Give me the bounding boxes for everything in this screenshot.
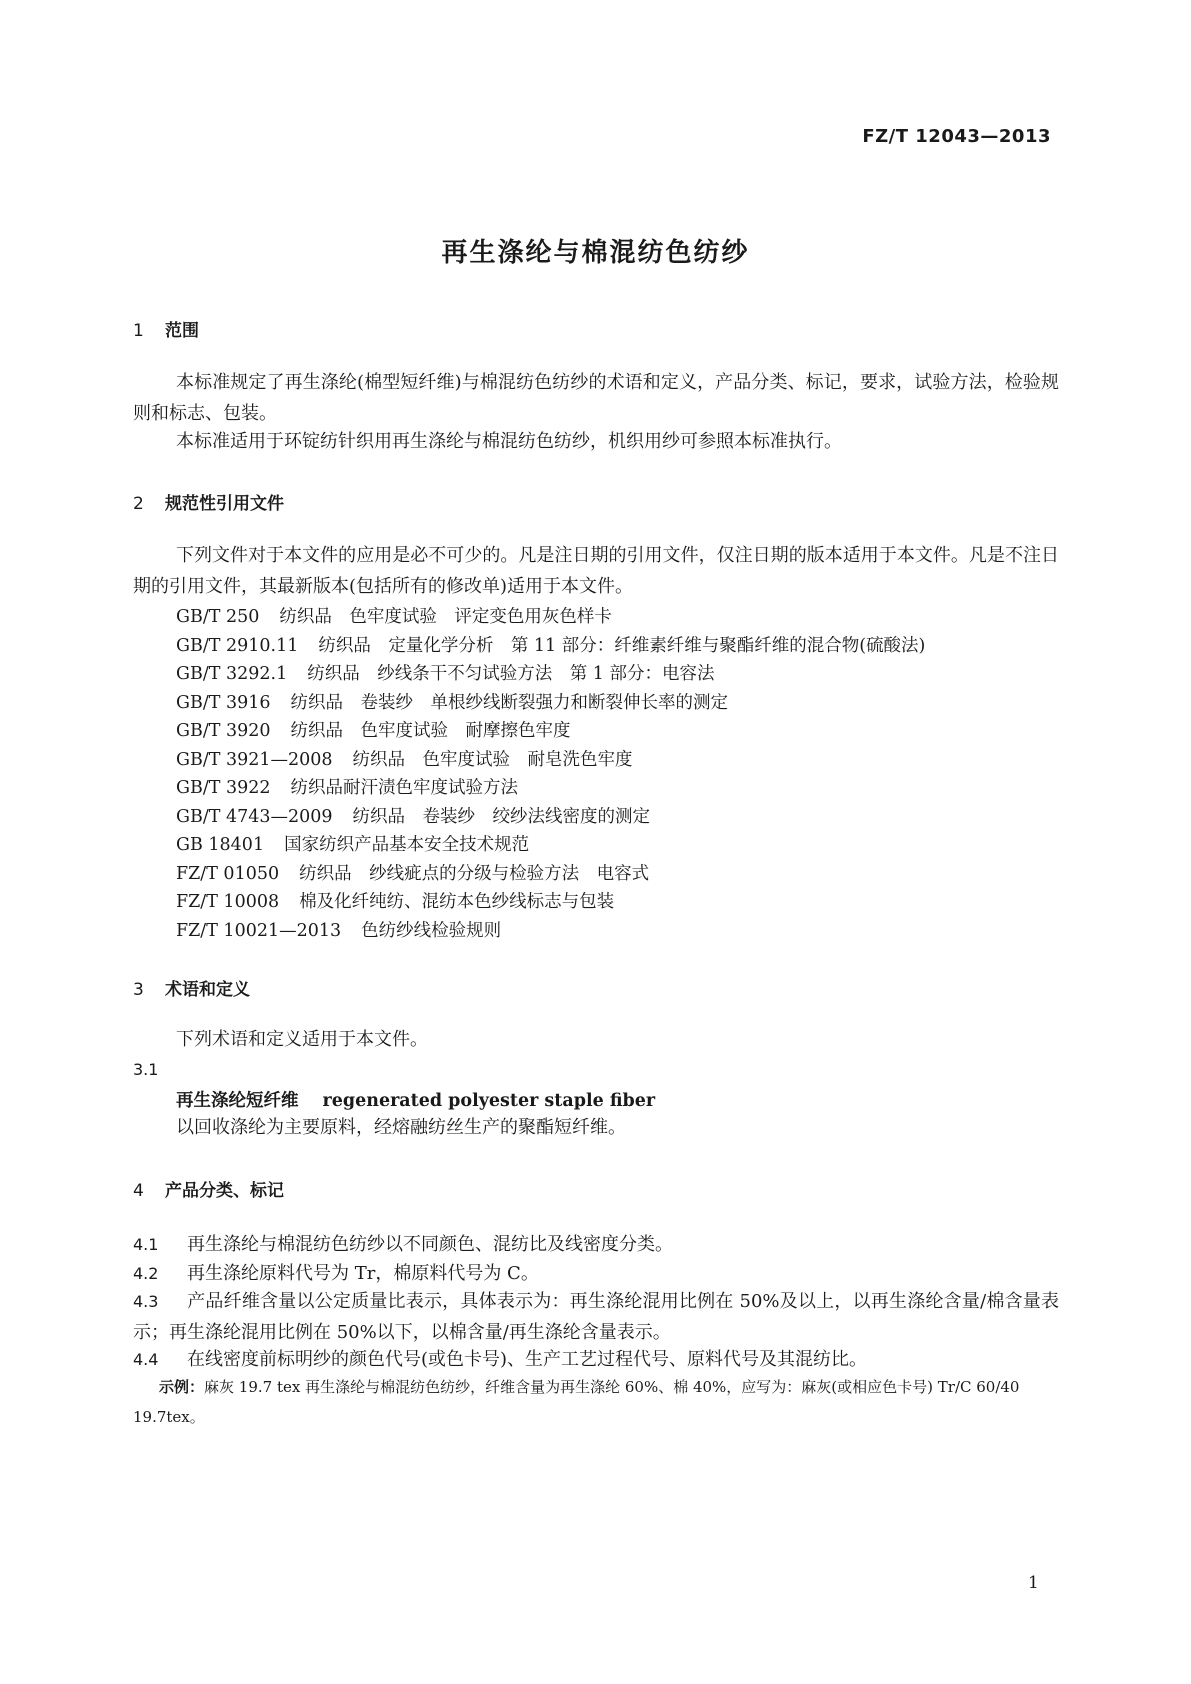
- reference-title: 纺织品 色牢度试验 耐摩擦色牢度: [290, 721, 571, 741]
- reference-item: [176, 689, 728, 714]
- clause-text: 在线密度前标明纱的颜色代号(或色卡号)、生产工艺过程代号、原料代号及其混纺比。: [187, 1349, 868, 1370]
- clause-number: 4.2: [133, 1264, 159, 1283]
- reference-code: GB/T 3292.1: [176, 664, 288, 684]
- reference-title: 棉及化纤纯纺、混纺本色纱线标志与包装: [299, 892, 615, 912]
- reference-item: [176, 831, 529, 856]
- term-chinese: 再生涤纶短纤维: [176, 1091, 299, 1111]
- clause-number: 4.3: [133, 1292, 159, 1311]
- reference-title: 国家纺织产品基本安全技术规范: [284, 835, 530, 855]
- clause-4-4: [133, 1344, 1059, 1375]
- reference-title: 纺织品 卷装纱 单根纱线断裂强力和断裂伸长率的测定: [290, 693, 729, 713]
- section-3-heading: [133, 975, 250, 1000]
- page-title: 再生涤纶与棉混纺色纺纱: [441, 238, 750, 268]
- clause-4-1: [133, 1229, 1059, 1260]
- terms-intro: 下列术语和定义适用于本文件。: [176, 1029, 428, 1050]
- standard-code: FZ/T 12043—2013: [862, 126, 1051, 147]
- clause-text: 再生涤纶原料代号为 Tr，棉原料代号为 C。: [187, 1263, 539, 1284]
- reference-item: [176, 632, 925, 657]
- clause-4-3: [133, 1286, 1059, 1348]
- reference-item: [176, 860, 649, 885]
- section-number: 4: [133, 1181, 144, 1201]
- term-english: regenerated polyester staple fiber: [322, 1091, 656, 1111]
- section-number: 1: [133, 321, 144, 341]
- clause-text: 产品纤维含量以公定质量比表示，具体表示为：再生涤纶混用比例在 50%及以上，以再生涤纶含量/棉含量表示；再生涤纶混用比例在 50%以下，以棉含量/再生涤纶含量表示。: [133, 1291, 1059, 1343]
- section-number: 3: [133, 980, 144, 1000]
- page-number: 1: [1028, 1573, 1039, 1593]
- reference-code: GB/T 3922: [176, 778, 271, 798]
- section-title: 范围: [165, 321, 199, 341]
- reference-title: 色纺纱线检验规则: [361, 921, 502, 941]
- reference-code: GB/T 4743—2009: [176, 807, 333, 827]
- reference-code: FZ/T 10021—2013: [176, 921, 342, 941]
- section-title: 产品分类、标记: [165, 1181, 284, 1201]
- section-title: 术语和定义: [165, 980, 250, 1000]
- clause-text: 再生涤纶与棉混纺色纺纱以不同颜色、混纺比及线密度分类。: [187, 1234, 673, 1255]
- reference-title: 纺织品 纱线疵点的分级与检验方法 电容式: [299, 864, 650, 884]
- reference-code: FZ/T 01050: [176, 864, 280, 884]
- reference-title: 纺织品 卷装纱 绞纱法线密度的测定: [352, 807, 651, 827]
- reference-code: GB 18401: [176, 835, 265, 855]
- clause-4-2: [133, 1258, 1059, 1289]
- clause-3-1-number: 3.1: [133, 1060, 159, 1079]
- reference-title: 纺织品 定量化学分析 第 11 部分：纤维素纤维与聚酯纤维的混合物(硫酸法): [318, 636, 926, 656]
- reference-item: [176, 774, 518, 799]
- section-number: 2: [133, 494, 144, 514]
- section-4-heading: [133, 1176, 284, 1201]
- scope-paragraph-2: 本标准适用于环锭纺针织用再生涤纶与棉混纺色纺纱，机织用纱可参照本标准执行。: [176, 431, 842, 452]
- example-label: 示例：: [159, 1378, 205, 1396]
- example-text: 麻灰 19.7 tex 再生涤纶与棉混纺色纺纱，纤维含量为再生涤纶 60%、棉 40%，应写为：麻灰(或相应色卡号) Tr/C 60/40 19.7tex。: [133, 1378, 1020, 1426]
- section-1-heading: [133, 316, 199, 341]
- reference-title: 纺织品 纱线条干不匀试验方法 第 1 部分：电容法: [307, 664, 715, 684]
- reference-item: [176, 660, 714, 685]
- reference-code: GB/T 2910.11: [176, 636, 299, 656]
- clause-number: 4.4: [133, 1350, 159, 1369]
- reference-code: GB/T 250: [176, 607, 260, 627]
- references-intro: 下列文件对于本文件的应用是必不可少的。凡是注日期的引用文件，仅注日期的版本适用于本文件。凡是不注日期的引用文件，其最新版本(包括所有的修改单)适用于本文件。: [133, 545, 1059, 597]
- reference-item: [176, 888, 614, 913]
- scope-paragraph-1: 本标准规定了再生涤纶(棉型短纤维)与棉混纺色纺纱的术语和定义，产品分类、标记，要求，试验方法，检验规则和标志、包装。: [133, 372, 1059, 424]
- reference-item: [176, 746, 633, 771]
- reference-title: 纺织品耐汗渍色牢度试验方法: [290, 778, 519, 798]
- reference-code: FZ/T 10008: [176, 892, 280, 912]
- reference-code: GB/T 3920: [176, 721, 271, 741]
- reference-item: [176, 603, 612, 628]
- term-definition: 以回收涤纶为主要原料，经熔融纺丝生产的聚酯短纤维。: [176, 1117, 626, 1138]
- reference-title: 纺织品 色牢度试验 评定变色用灰色样卡: [279, 607, 612, 627]
- section-title: 规范性引用文件: [165, 494, 284, 514]
- reference-item: [176, 717, 571, 742]
- reference-item: [176, 917, 501, 942]
- reference-code: GB/T 3921—2008: [176, 750, 333, 770]
- section-2-heading: [133, 489, 284, 514]
- reference-code: GB/T 3916: [176, 693, 271, 713]
- reference-title: 纺织品 色牢度试验 耐皂洗色牢度: [352, 750, 633, 770]
- clause-number: 4.1: [133, 1235, 159, 1254]
- reference-item: [176, 803, 650, 828]
- term-entry: [176, 1087, 655, 1112]
- example-note: [133, 1372, 1059, 1432]
